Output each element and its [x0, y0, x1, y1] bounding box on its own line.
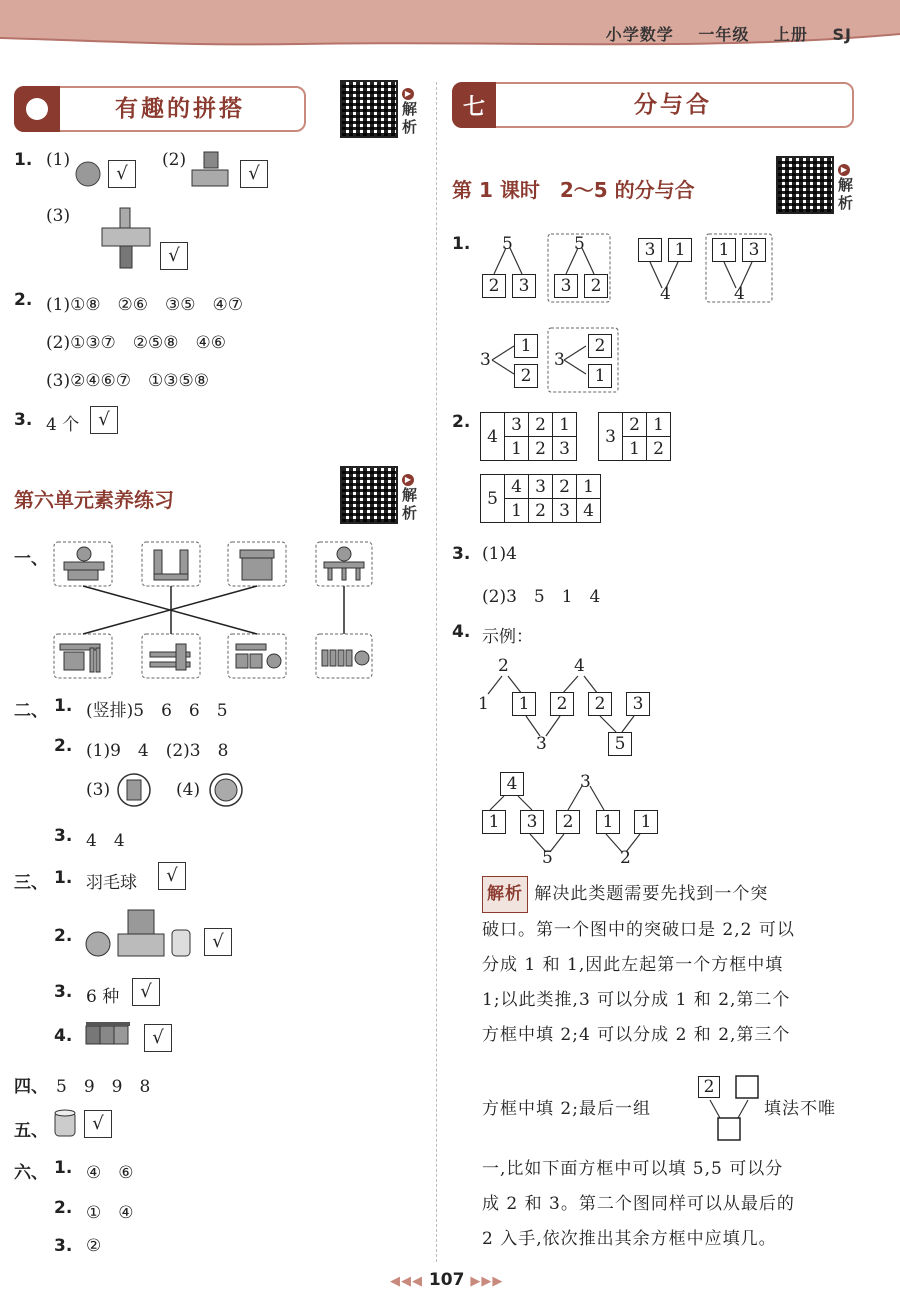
table-cell: 2 [553, 475, 577, 499]
answer-text: (1)9 4 (2)3 8 [86, 741, 229, 761]
node-number: 3 [554, 350, 565, 370]
node-number: 3 [536, 734, 547, 754]
play-icon: ▶ [838, 164, 850, 176]
table-cell: 2 [623, 413, 647, 437]
answer-box: 2 [698, 1076, 720, 1098]
answer-text: (竖排)5 6 6 5 [86, 701, 228, 721]
part-label: 六、 [14, 1163, 48, 1183]
table-cell: 2 [529, 413, 553, 437]
node-number: 5 [542, 848, 553, 868]
question-number: 1. [452, 234, 471, 254]
split-table [480, 474, 601, 523]
qr-label-2: 析 [402, 118, 418, 136]
answer-box: 1 [596, 810, 620, 834]
sub-label: (2) [162, 150, 187, 170]
explanation-line: 破口。第一个图中的突破口是 2,2 可以 [482, 920, 795, 940]
answer-check: √ [84, 1110, 112, 1138]
answer-check: √ [144, 1024, 172, 1052]
ball-in-circle-icon [208, 772, 244, 808]
answer-text: 4 个 [46, 415, 80, 435]
cylinder-icon [52, 1108, 78, 1140]
qr-label-1: 解 [838, 176, 854, 194]
answer-box: 3 [638, 238, 662, 262]
question-number: 4. [54, 1026, 73, 1046]
question-number: 1. [54, 868, 73, 888]
answer-box: 1 [512, 692, 536, 716]
explanation-tail [482, 1152, 858, 1257]
answer-box: 4 [500, 772, 524, 796]
prev-arrows-icon: ◀◀◀ [390, 1274, 423, 1289]
node-number: 2 [620, 848, 631, 868]
question-number: 3. [54, 982, 73, 1002]
answer-box: 1 [668, 238, 692, 262]
qr-label-1: 解 [402, 100, 418, 118]
question-number: 1. [54, 1158, 73, 1178]
answer-text: 4 4 [86, 831, 125, 851]
play-icon: ▶ [402, 88, 414, 100]
explanation-line: 分成 1 和 1,因此左起第一个方框中填 [482, 955, 784, 975]
title-marker [14, 86, 60, 132]
qr-label [402, 82, 417, 136]
unit-title: 分与合 [634, 92, 712, 118]
answer-text: 羽毛球 [86, 873, 137, 893]
answer-check: √ [240, 160, 268, 188]
page-footer [390, 1270, 503, 1290]
question-number: 3. [452, 544, 471, 564]
explanation-line: 2 入手,依次推出其余方框中应填几。 [482, 1229, 777, 1249]
answer-line: (3)②④⑥⑦ ①③⑤⑧ [46, 371, 210, 391]
sub-label: (1) [46, 150, 71, 170]
table-cell: 3 [505, 413, 529, 437]
split-table [480, 412, 577, 461]
answer-box: 1 [588, 364, 612, 388]
answer-text: 6 种 [86, 987, 120, 1007]
column-divider [436, 82, 437, 1262]
matching-diagram [50, 540, 380, 680]
page-header [588, 22, 852, 45]
explanation-line: 成 2 和 3。第二个图同样可以从最后的 [482, 1194, 795, 1214]
answer-box: 3 [554, 274, 578, 298]
answer-box: 1 [634, 810, 658, 834]
node-number: 4 [660, 284, 671, 304]
lesson-title-box [14, 86, 306, 132]
header-grade: 一年级 [698, 25, 750, 44]
answer-check: √ [158, 862, 186, 890]
question-number: 2. [14, 290, 33, 310]
qr-label-1: 解 [402, 486, 418, 504]
part-label: 一、 [14, 549, 48, 569]
question-number: 3. [14, 410, 33, 430]
shapes-group-icon [84, 908, 196, 960]
table-cell: 1 [623, 437, 647, 461]
answer-box: 5 [608, 732, 632, 756]
answer-box: 2 [588, 692, 612, 716]
table-cell: 3 [529, 475, 553, 499]
split-table [598, 412, 671, 461]
question-number: 2. [54, 926, 73, 946]
qr-label-2: 析 [402, 504, 418, 522]
table-shape-icon [100, 206, 154, 270]
answer-line: (2)①③⑦ ②⑤⑧ ④⑥ [46, 333, 227, 353]
explanation-line: 1;以此类推,3 可以分成 1 和 2,第二个 [482, 990, 791, 1010]
explanation-line: 方框中填 2;4 可以分成 2 和 2,第三个 [482, 1025, 791, 1045]
table-cell: 1 [505, 499, 529, 523]
part-label: 二、 [14, 701, 48, 721]
header-volume: 上册 [773, 25, 808, 44]
answer-box: 3 [626, 692, 650, 716]
answer-text: ① ④ [86, 1203, 134, 1223]
answer-text: (2)3 5 1 4 [482, 587, 601, 607]
question-number: 3. [54, 1236, 73, 1256]
answer-box: 1 [482, 810, 506, 834]
answer-check: √ [204, 928, 232, 956]
qr-code-icon[interactable] [776, 156, 834, 214]
question-number: 2. [452, 412, 471, 432]
cubes-row-icon [84, 1020, 136, 1048]
next-arrows-icon: ▶▶▶ [470, 1274, 504, 1289]
header-edition: SJ [832, 25, 852, 44]
answer-check: √ [90, 406, 118, 434]
answer-text: ④ ⑥ [86, 1163, 134, 1183]
table-cell: 1 [505, 437, 529, 461]
part-label: 三、 [14, 873, 48, 893]
node-number: 4 [574, 656, 585, 676]
qr-code-icon[interactable] [340, 80, 398, 138]
lesson-heading: 第 1 课时 2～5 的分与合 [452, 178, 695, 202]
table-cell: 4 [577, 499, 601, 523]
answer-box: 1 [712, 238, 736, 262]
answer-box: 2 [556, 810, 580, 834]
table-cell: 1 [577, 475, 601, 499]
table-cell: 2 [529, 499, 553, 523]
lesson-title: 有趣的拼搭 [115, 96, 245, 122]
answer-check: √ [132, 978, 160, 1006]
sub-label: (4) [176, 780, 201, 800]
qr-label [838, 158, 853, 212]
answer-box: 2 [514, 364, 538, 388]
page-number: 107 [428, 1270, 465, 1290]
answer-check: √ [160, 242, 188, 270]
explanation-label: 解析 [482, 876, 528, 913]
qr-code-icon[interactable] [340, 466, 398, 524]
explanation-line: 一,比如下面方框中可以填 5,5 可以分 [482, 1159, 784, 1179]
part-label: 五、 [14, 1121, 48, 1141]
question-number: 4. [452, 622, 471, 642]
question-number: 1. [14, 150, 33, 170]
sub-label: (3) [46, 206, 71, 226]
node-number: 3 [480, 350, 491, 370]
table-cell: 4 [481, 413, 505, 461]
explanation [482, 876, 858, 1053]
answer-box: 2 [482, 274, 506, 298]
answer-line: (1)①⑧ ②⑥ ③⑤ ④⑦ [46, 295, 244, 315]
sub-label: (3) [86, 780, 111, 800]
table-cell: 5 [481, 475, 505, 523]
explanation-line: 填法不唯 [764, 1099, 836, 1119]
explanation-line: 解决此类题需要先找到一个突 [534, 884, 769, 904]
answer-box: 3 [520, 810, 544, 834]
sphere-icon [74, 160, 102, 188]
answer-text: (1)4 [482, 544, 517, 564]
node-number: 5 [502, 234, 513, 254]
answer-box: 3 [742, 238, 766, 262]
example-label: 示例： [482, 627, 533, 647]
explanation-line: 方框中填 2;最后一组 [482, 1099, 651, 1119]
answer-box: 3 [512, 274, 536, 298]
table-cell: 2 [529, 437, 553, 461]
answer-box: 2 [550, 692, 574, 716]
table-cell: 1 [647, 413, 671, 437]
node-number: 1 [478, 694, 489, 714]
header-subject: 小学数学 [605, 25, 674, 44]
node-number: 4 [734, 284, 745, 304]
table-cell: 2 [647, 437, 671, 461]
play-icon: ▶ [402, 474, 414, 486]
answer-box: 2 [588, 334, 612, 358]
part-label: 四、 [14, 1077, 48, 1097]
circle-icon [26, 98, 48, 120]
answer-text: 5 9 9 8 [56, 1077, 151, 1097]
answer-text: ② [86, 1236, 102, 1256]
table-cell: 3 [553, 499, 577, 523]
unit-title-box [452, 82, 854, 128]
question-number: 2. [54, 1198, 73, 1218]
table-cell: 1 [553, 413, 577, 437]
node-number: 5 [574, 234, 585, 254]
node-number: 3 [580, 772, 591, 792]
answer-box: 1 [514, 334, 538, 358]
table-cell: 3 [553, 437, 577, 461]
question-number: 2. [54, 736, 73, 756]
table-cell: 4 [505, 475, 529, 499]
node-number: 2 [498, 656, 509, 676]
table-cell: 3 [599, 413, 623, 461]
question-number: 1. [54, 696, 73, 716]
qr-label-2: 析 [838, 194, 854, 212]
cylinder-in-circle-icon [116, 772, 152, 808]
qr-label [402, 468, 417, 522]
unit-badge: 七 [452, 82, 496, 128]
stacked-shapes-icon [190, 150, 236, 190]
question-number: 3. [54, 826, 73, 846]
answer-box: 2 [584, 274, 608, 298]
answer-check: √ [108, 160, 136, 188]
section-title: 第六单元素养练习 [14, 488, 174, 512]
